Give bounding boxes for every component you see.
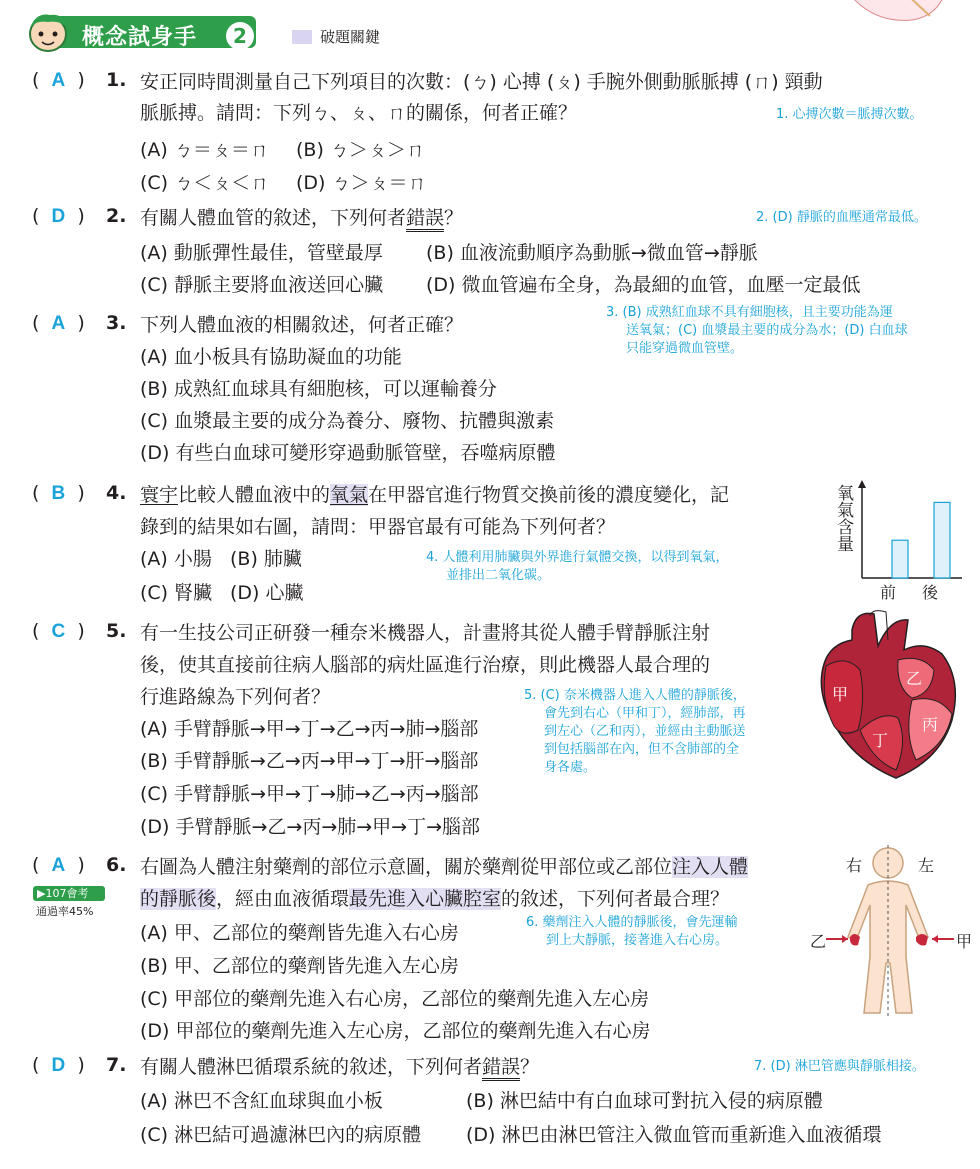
option-c: (C) 手臂靜脈→甲→丁→肺→乙→丙→腦部 [140,783,479,805]
emphasis-text: 錯誤 [406,207,444,232]
question-stem: 右圖為人體注射藥劑的部位示意圖，關於藥劑從甲部位或乙部位注入人體 [140,856,749,878]
option-a: (A) 小腸 [140,548,212,570]
option-b: (B) 甲、乙部位的藥劑皆先進入左心房 [140,955,459,977]
hint-note-line: 身各處。 [544,760,597,775]
heart-label-bing: 丙 [922,715,939,734]
answer-slot: ( A ) [32,69,85,91]
exam-tag-label: 107會考 [45,887,89,900]
pass-rate: 通過率45% [36,905,94,918]
option-d: (D) ㄅ＞ㄆ＝ㄇ [296,172,427,194]
answer-slot: ( A ) [32,312,85,334]
option-c: (C) 淋巴結可過濾淋巴內的病原體 [140,1124,422,1146]
body-label-yi: 乙 [810,932,827,951]
hint-note-line: 4. 人體利用肺臟與外界進行氣體交換，以得到氧氣， [426,550,729,565]
question-stem: 寰宇比較人體血液中的氧氣在甲器官進行物質交換前後的濃度變化，記 [140,484,730,506]
hint-note-line: 5. (C) 奈米機器人進入人體的靜脈後， [524,688,746,703]
question-number: 7. [106,1054,127,1076]
answer-slot: ( D ) [32,1054,85,1076]
legend-label: 破題關鍵 [320,28,381,46]
emphasis-text: 錯誤 [482,1056,520,1081]
question-stem: 有關人體血管的敘述，下列何者錯誤？ [140,205,463,231]
option-a: (A) 血小板具有協助凝血的功能 [140,346,402,368]
question-stem-line: 的靜脈後，經由血液循環最先進入心臟腔室的敘述，下列何者最合理？ [140,888,730,910]
highlight-text: 的靜脈後 [140,888,217,910]
hint-note-line: 到包括腦部在內，但不含肺部的全 [544,742,740,757]
option-a: (A) 淋巴不含紅血球與血小板 [140,1090,383,1112]
hint-note-line: 6. 藥劑注入人體的靜脈後，會先運輸 [526,915,738,930]
answer-slot: ( B ) [32,482,85,504]
answer-slot: ( A ) [32,854,85,876]
option-b: (B) 肺臟 [230,548,302,570]
question-stem: 有關人體淋巴循環系統的敘述，下列何者錯誤？ [140,1054,539,1080]
option-d: (D) 淋巴由淋巴管注入微血管而重新進入血液循環 [466,1124,882,1146]
option-c: (C) 甲部位的藥劑先進入右心房，乙部位的藥劑先進入左心房 [140,988,650,1010]
question-stem-line: 錄到的結果如右圖，請問：甲器官最有可能為下列何者？ [140,516,616,538]
question-number: 3. [106,312,127,334]
heart-label-yi: 乙 [906,669,923,688]
question-stem-line: 後，使其直接前往病人腦部的病灶區進行治療，則此機器人最合理的 [140,654,711,676]
body-diagram [810,845,973,1017]
hint-note: 1. 心搏次數＝脈搏次數。 [776,107,923,122]
option-d: (D) 心臟 [230,582,304,604]
hint-note-line: 並排出二氧化碳。 [446,568,551,583]
chart-plot [854,480,974,590]
human-body-icon [810,845,973,1017]
answer-slot: ( C ) [32,620,85,642]
chart-ylabel: 氧氣含量 [833,484,853,552]
person-name: 寰宇 [140,484,179,506]
answer-letter: A [51,70,66,91]
question-stem-line: 行進路線為下列何者？ [140,686,331,708]
question-stem-line: 脈脈搏。請問：下列ㄅ、ㄆ、ㄇ的關係，何者正確？ [140,102,578,124]
option-c: (C) 腎臟 [140,582,213,604]
question-number: 2. [106,205,127,227]
option-b: (B) ㄅ＞ㄆ＞ㄇ [296,139,425,161]
exam-tag [33,886,105,901]
tick-label-before: 前 [880,583,897,602]
question-stem: 下列人體血液的相關敘述，何者正確？ [140,314,464,336]
hint-note: 2. (D) 靜脈的血壓通常最低。 [756,210,927,225]
answer-letter: A [51,313,66,334]
question-stem: 有一生技公司正研發一種奈米機器人，計畫將其從人體手臂靜脈注射 [140,622,711,644]
answer-slot: ( D ) [32,205,85,227]
hint-note-line: 會先到右心（甲和丁），經肺部，再 [544,706,746,721]
section-header [30,12,550,52]
question-number: 1. [106,69,127,91]
answer-letter: A [51,855,66,876]
body-label-left: 左 [918,856,935,875]
y-axis-arrow [858,480,866,488]
section-number: 2 [226,22,254,50]
question-stem: 安正同時間測量自己下列項目的次數：(ㄅ) 心搏 (ㄆ) 手腕外側動脈脈搏 (ㄇ) 頸動 [140,71,823,93]
highlight-text: 注入人體 [672,856,749,878]
section-title: 概念試身手 [82,25,198,50]
hint-note-line: 到上大靜脈，接著進入右心房。 [546,933,729,948]
hint-note-line: 送氧氣；(C) 血漿最主要的成分為水；(D) 白血球 [626,323,908,338]
highlight-text: 最先進入心臟腔室 [349,888,502,910]
option-c: (C) 靜脈主要將血液送回心臟 [140,274,384,296]
answer-letter: B [51,483,66,504]
tick-label-after: 後 [922,583,939,602]
option-b: (B) 成熟紅血球具有細胞核，可以運輸養分 [140,378,497,400]
option-c: (C) ㄅ＜ㄆ＜ㄇ [140,172,270,194]
answer-letter: D [51,1055,66,1076]
option-d: (D) 微血管遍布全身，為最細的血管，血壓一定最低 [426,274,861,296]
option-b: (B) 血液流動順序為動脈→微血管→靜脈 [426,242,758,264]
hint-note: 7. (D) 淋巴管應與靜脈相接。 [754,1059,925,1074]
heart-diagram [812,610,962,782]
option-a: (A) 手臂靜脈→甲→丁→乙→丙→肺→腦部 [140,718,479,740]
body-label-right: 右 [846,856,863,875]
option-a: (A) ㄅ＝ㄆ＝ㄇ [140,139,269,161]
corner-decoration [842,0,952,24]
option-b: (B) 淋巴結中有白血球可對抗入侵的病原體 [466,1090,823,1112]
bar-0 [892,540,908,578]
option-a: (A) 甲、乙部位的藥劑皆先進入右心房 [140,922,459,944]
hint-note-line: 3. (B) 成熟紅血球不具有細胞核，且主要功能為運 [606,305,893,320]
mascot-icon [24,10,72,54]
bar-1 [934,502,950,578]
body-label-jia: 甲 [956,932,973,951]
question-number: 4. [106,482,127,504]
option-d: (D) 手臂靜脈→乙→丙→肺→甲→丁→腦部 [140,816,481,838]
legend-swatch [292,30,312,44]
play-icon: ▶ [37,887,46,900]
option-d: (D) 甲部位的藥劑先進入左心房，乙部位的藥劑先進入右心房 [140,1020,651,1042]
option-d: (D) 有些白血球可變形穿過動脈管壁，吞噬病原體 [140,442,556,464]
option-a: (A) 動脈彈性最佳，管壁最厚 [140,242,383,264]
oxygen-chart [830,480,970,605]
heart-label-ding: 丁 [872,731,889,750]
hint-note-line: 只能穿過微血管壁。 [626,341,744,356]
highlight-text: 氧氣 [330,484,369,506]
option-b: (B) 手臂靜脈→乙→丙→甲→丁→肝→腦部 [140,750,479,772]
answer-letter: D [51,206,66,227]
heart-label-jia: 甲 [832,685,849,704]
answer-letter: C [51,621,66,642]
hint-note-line: 到左心（乙和丙），並經由主動脈送 [544,724,746,739]
question-number: 5. [106,620,127,642]
question-number: 6. [106,854,127,876]
option-c: (C) 血漿最主要的成分為養分、廢物、抗體與激素 [140,410,555,432]
